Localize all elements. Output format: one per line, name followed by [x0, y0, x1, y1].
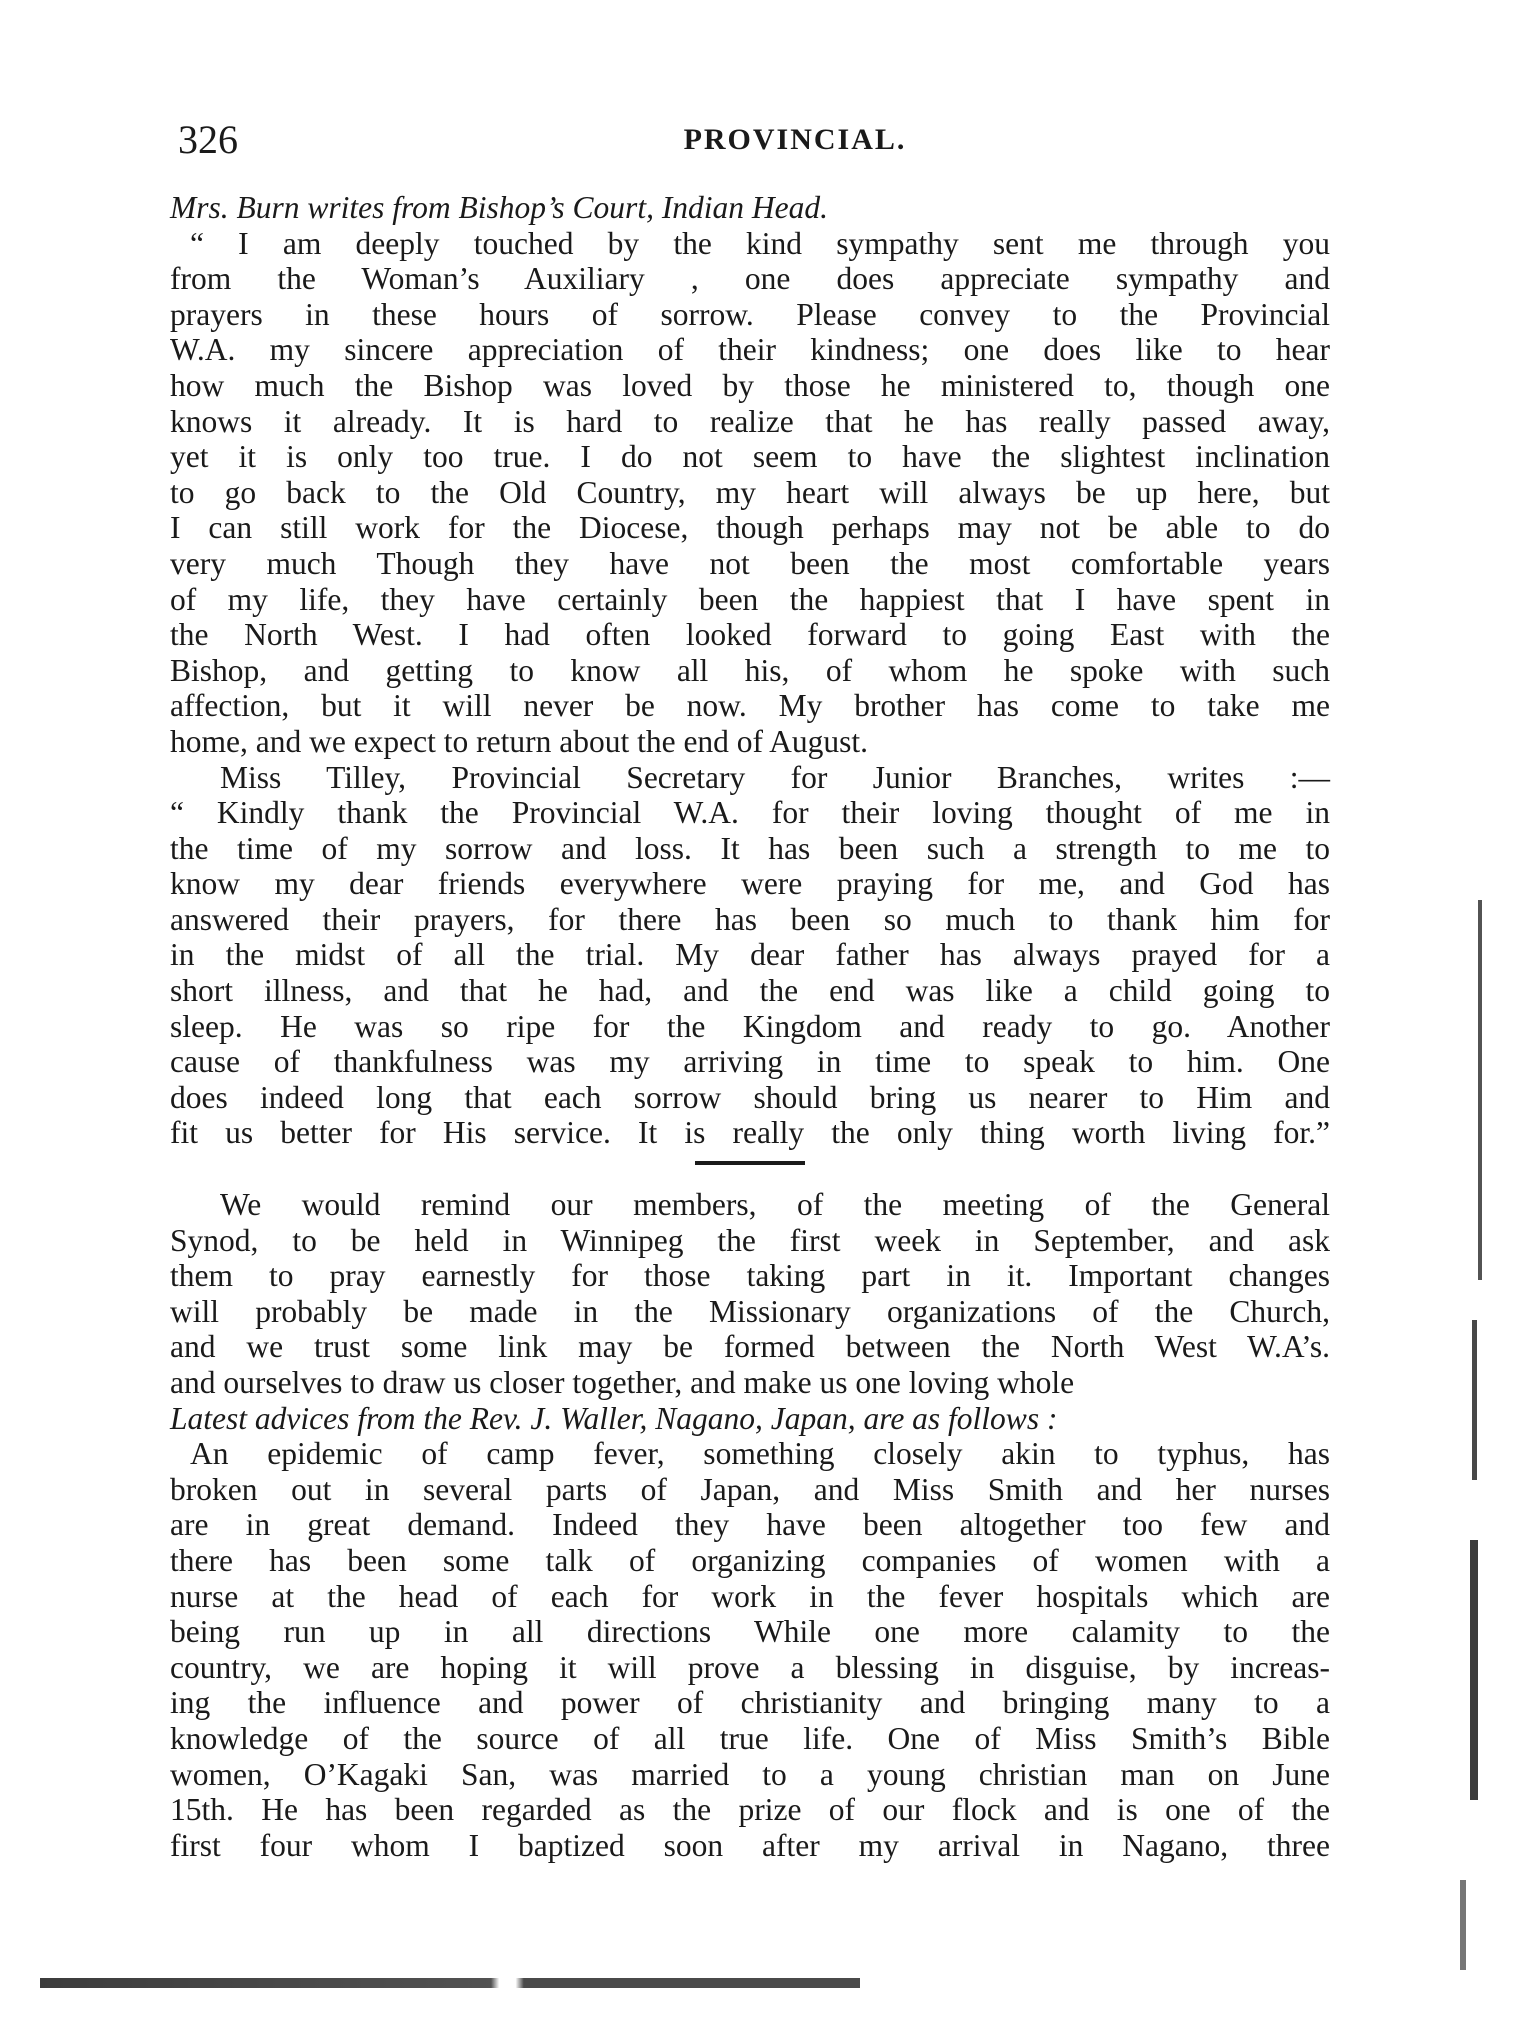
- text-line: I can still work for the Diocese, though perhaps may not be able to do: [170, 510, 1330, 546]
- text-line: answered their prayers, for there has been so much to thank him for: [170, 901, 1330, 937]
- text-line: and we trust some link may be formed between the North West W.A’s.: [170, 1329, 1330, 1365]
- text-line: to go back to the Old Country, my heart will always be up here, but: [170, 474, 1330, 510]
- text-line: the time of my sorrow and loss. It has been such a strength to me to: [170, 830, 1330, 866]
- section-general-synod: [170, 1187, 1330, 1401]
- text-line: yet it is only too true. I do not seem to have the slightest inclination: [170, 439, 1330, 475]
- text-line: short illness, and that he had, and the end was like a child going to: [170, 973, 1330, 1009]
- text-line: from the Woman’s Auxiliary , one does appreciate sympathy and: [170, 261, 1330, 297]
- text-line: broken out in several parts of Japan, and Miss Smith and her nurses: [170, 1471, 1330, 1507]
- text-line: sleep. He was so ripe for the Kingdom and ready to go. Another: [170, 1008, 1330, 1044]
- text-line: Bishop, and getting to know all his, of whom he spoke with such: [170, 652, 1330, 688]
- text-line: prayers in these hours of sorrow. Please convey to the Provincial: [170, 296, 1330, 332]
- text-line: very much Though they have not been the most comfortable years: [170, 545, 1330, 581]
- text-line: of my life, they have certainly been the happiest that I have spent in: [170, 581, 1330, 617]
- text-line: them to pray earnestly for those taking part in it. Important changes: [170, 1258, 1330, 1294]
- section-mrs-burn-letter: [170, 190, 1330, 760]
- text-line: We would remind our members, of the meeting of the General: [220, 1187, 1330, 1223]
- text-line: know my dear friends everywhere were praying for me, and God has: [170, 866, 1330, 902]
- running-head: PROVINCIAL.: [683, 123, 907, 156]
- text-line: nurse at the head of each for work in the fever hospitals which are: [170, 1578, 1330, 1614]
- text-line: first four whom I baptized soon after my arrival in Nagano, three: [170, 1827, 1330, 1863]
- text-line: in the midst of all the trial. My dear father has always prayed for a: [170, 937, 1330, 973]
- scan-edge-mark: [1460, 1880, 1466, 1970]
- document-page: [170, 110, 1330, 1863]
- text-line: country, we are hoping it will prove a blessing in disguise, by increas-: [170, 1649, 1330, 1685]
- text-line: affection, but it will never be now. My brother has come to take me: [170, 688, 1330, 724]
- text-line: there has been some talk of organizing companies of women with a: [170, 1542, 1330, 1578]
- text-line: W.A. my sincere appreciation of their kindness; one does like to hear: [170, 332, 1330, 368]
- scan-edge-mark: [1478, 900, 1482, 1280]
- text-line: the North West. I had often looked forward to going East with the: [170, 617, 1330, 653]
- section-waller-advices: [170, 1401, 1330, 1864]
- text-line: fit us better for His service. It is really the only thing worth living for.”: [170, 1115, 1330, 1151]
- scan-bottom-rule: [40, 1978, 860, 1988]
- text-line: does indeed long that each sorrow should bring us nearer to Him and: [170, 1079, 1330, 1115]
- scan-edge-mark: [1470, 1540, 1478, 1800]
- page-header: [170, 110, 1330, 170]
- section-divider: [695, 1161, 805, 1165]
- text-line: how much the Bishop was loved by those he ministered to, though one: [170, 367, 1330, 403]
- section-miss-tilley-letter: [170, 760, 1330, 1152]
- section-heading: Latest advices from the Rev. J. Waller, Nagano, Japan, are as follows :: [170, 1400, 1058, 1436]
- page-number: 326: [178, 117, 238, 162]
- text-line: knows it already. It is hard to realize that he has really passed away,: [170, 403, 1330, 439]
- text-line: “ Kindly thank the Provincial W.A. for their loving thought of me in: [170, 795, 1330, 831]
- text-line: women, O’Kagaki San, was married to a young christian man on June: [170, 1756, 1330, 1792]
- text-line: “ I am deeply touched by the kind sympathy sent me through you: [190, 225, 1330, 261]
- text-line: knowledge of the source of all true life. One of Miss Smith’s Bible: [170, 1720, 1330, 1756]
- text-line: Miss Tilley, Provincial Secretary for Junior Branches, writes :—: [220, 759, 1330, 795]
- text-line: 15th. He has been regarded as the prize of our flock and is one of the: [170, 1792, 1330, 1828]
- text-line: and ourselves to draw us closer together, and make us one loving whole: [170, 1365, 1075, 1400]
- text-line: are in great demand. Indeed they have been altogether too few and: [170, 1507, 1330, 1543]
- text-line: An epidemic of camp fever, something closely akin to typhus, has: [190, 1436, 1330, 1472]
- text-line: ing the influence and power of christianity and bringing many to a: [170, 1685, 1330, 1721]
- text-line: Synod, to be held in Winnipeg the first week in September, and ask: [170, 1222, 1330, 1258]
- text-line: cause of thankfulness was my arriving in time to speak to him. One: [170, 1044, 1330, 1080]
- text-line: being run up in all directions While one more calamity to the: [170, 1614, 1330, 1650]
- text-line: will probably be made in the Missionary organizations of the Church,: [170, 1293, 1330, 1329]
- text-line: home, and we expect to return about the end of August.: [170, 723, 869, 759]
- section-heading: Mrs. Burn writes from Bishop’s Court, Indian Head.: [170, 190, 829, 225]
- scan-edge-mark: [1472, 1320, 1477, 1480]
